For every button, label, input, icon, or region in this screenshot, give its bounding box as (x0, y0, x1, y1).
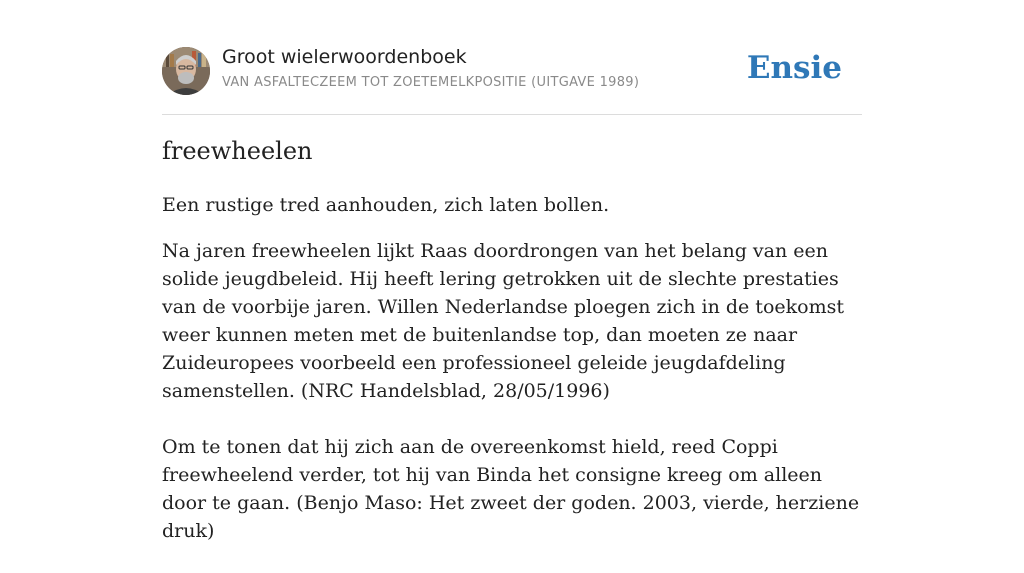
header (162, 0, 862, 115)
entry-quotes (162, 237, 862, 573)
book-title[interactable]: Groot wielerwoordenboek (222, 46, 467, 68)
page (162, 0, 862, 542)
entry-definition: Een rustige tred aanhouden, zich laten bollen. (162, 194, 610, 216)
author-avatar[interactable] (162, 47, 210, 95)
entry-term: freewheelen (162, 137, 313, 165)
ensie-logo-link[interactable]: Ensie (746, 50, 842, 86)
author-portrait-icon (162, 47, 210, 95)
book-subtitle: VAN ASFALTECZEEM TOT ZOETEMELKPOSITIE (UITGAVE 1989) (222, 75, 640, 90)
quote-item: Na jaren freewheelen lijkt Raas doordrongen van het belang van een solide jeugdbeleid. Hij heeft lering getrokken uit de slechte prestaties van de voorbije jaren. Willen Nederlandse ploegen zich in de toekomst weer kunnen meten met de buitenlandse top, dan moeten ze naar Zuideuropees voorbeeld een professioneel geleide jeugdafdeling samenstellen. (NRC Handelsblad, 28/05/1996) (162, 240, 844, 402)
quote-item: Om te tonen dat hij zich aan de overeenkomst hield, reed Coppi freewheelend verder, tot hij van Binda het consigne kreeg om alleen door te gaan. (Benjo Maso: Het zweet der goden. 2003, vierde, herziene druk) (162, 436, 860, 542)
